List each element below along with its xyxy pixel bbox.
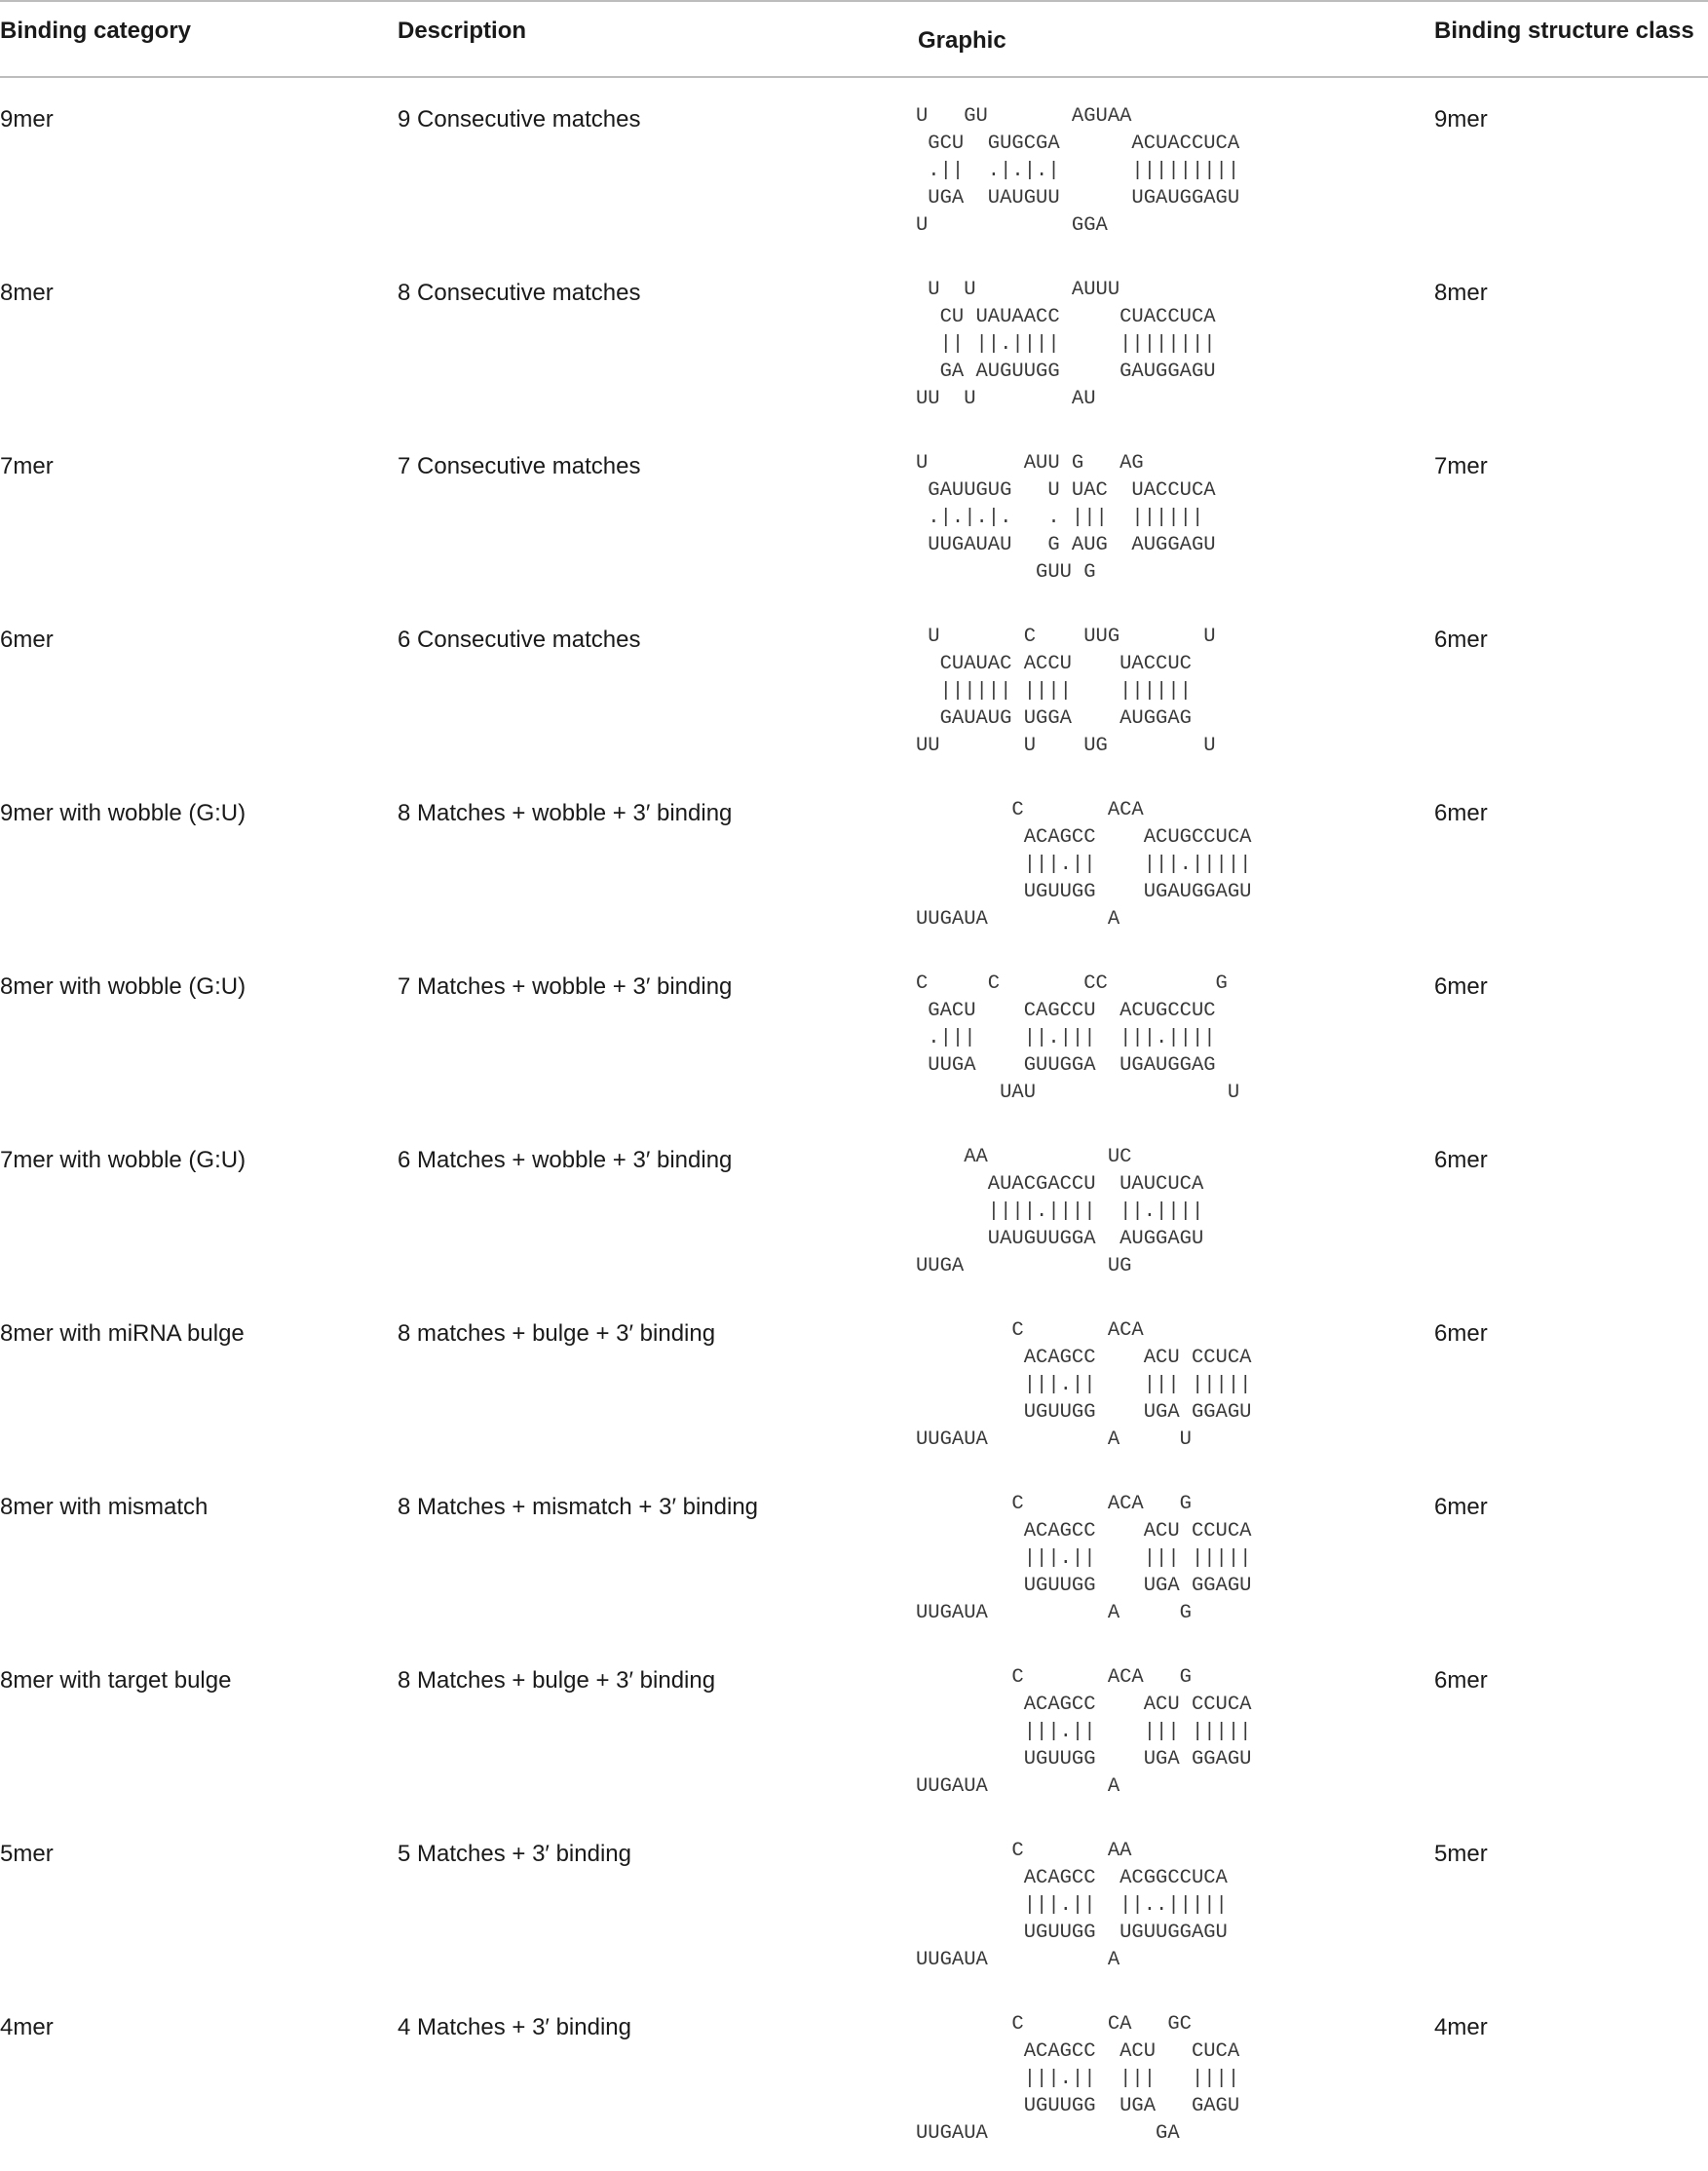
binding-category-cell: 6mer: [0, 627, 54, 653]
binding-graphic: U GU AGUAA GCU GUGCGA ACUACCUCA .|| .|.|.| ||||||||| UGA UAUGUU UGAUGGAGU U GGA: [916, 105, 1240, 237]
binding-category-cell: 4mer: [0, 2014, 54, 2040]
binding-category-cell: 5mer: [0, 1841, 54, 1867]
description-cell: 8 Matches + mismatch + 3′ binding: [398, 1494, 759, 1520]
binding-category-cell: 7mer with wobble (G:U): [0, 1147, 247, 1173]
binding-graphic: U AUU G AG GAUUGUG U UAC UACCUCA .|.|.|. . ||| |||||| UUGAUAU G AUG AUGGAGU GUU G: [916, 452, 1216, 584]
description-cell: 8 Matches + wobble + 3′ binding: [398, 800, 733, 826]
binding-structure-class-cell: 7mer: [1434, 453, 1488, 479]
header-graphic: Graphic: [918, 27, 1006, 54]
binding-graphic: U C UUG U CUAUAC ACCU UACCUC |||||| |||| |||||| GAUAUG UGGA AUGGAG UU U UG U: [916, 626, 1216, 757]
description-cell: 8 Matches + bulge + 3′ binding: [398, 1667, 716, 1694]
binding-structure-class-cell: 5mer: [1434, 1841, 1488, 1867]
binding-category-cell: 9mer: [0, 106, 54, 133]
table-row: [0, 1304, 1708, 1477]
binding-graphic: AA UC AUACGACCU UAUCUCA ||||.|||| ||.|||| UAUGUUGGA AUGGAGU UUGA UG: [916, 1146, 1204, 1277]
description-cell: 6 Consecutive matches: [398, 627, 641, 653]
binding-structure-class-cell: 6mer: [1434, 1320, 1488, 1347]
table-row: [0, 263, 1708, 437]
table-row: [0, 1824, 1708, 1998]
binding-graphic: C ACA ACAGCC ACUGCCUCA |||.|| |||.||||| UGUUGG UGAUGGAGU UUGAUA A: [916, 799, 1252, 931]
binding-graphic: C ACA ACAGCC ACU CCUCA |||.|| ||| ||||| UGUUGG UGA GGAGU UUGAUA A U: [916, 1319, 1252, 1451]
description-cell: 4 Matches + 3′ binding: [398, 2014, 631, 2040]
description-cell: 7 Matches + wobble + 3′ binding: [398, 973, 733, 1000]
table-row: [0, 610, 1708, 783]
table-top-rule: [0, 0, 1708, 2]
table-row: [0, 1130, 1708, 1304]
binding-structure-class-cell: 6mer: [1434, 1494, 1488, 1520]
table-header-rule: [0, 76, 1708, 78]
table-row: [0, 1651, 1708, 1824]
description-cell: 8 Consecutive matches: [398, 280, 641, 306]
table-row: [0, 957, 1708, 1130]
table-row: [0, 1477, 1708, 1651]
binding-category-cell: 8mer with mismatch: [0, 1494, 209, 1520]
binding-category-cell: 8mer with miRNA bulge: [0, 1320, 245, 1347]
binding-category-cell: 8mer with target bulge: [0, 1667, 232, 1694]
table-row: [0, 783, 1708, 957]
binding-graphic: U U AUUU CU UAUAACC CUACCUCA || ||.|||| |||||||| GA AUGUUGG GAUGGAGU UU U AU: [916, 279, 1216, 410]
binding-category-cell: 8mer with wobble (G:U): [0, 973, 247, 1000]
binding-graphic: C ACA G ACAGCC ACU CCUCA |||.|| ||| ||||| UGUUGG UGA GGAGU UUGAUA A G: [916, 1493, 1252, 1624]
table-row: [0, 437, 1708, 610]
binding-structure-class-cell: 8mer: [1434, 280, 1488, 306]
binding-structure-class-cell: 6mer: [1434, 1667, 1488, 1694]
binding-graphic: C ACA G ACAGCC ACU CCUCA |||.|| ||| ||||| UGUUGG UGA GGAGU UUGAUA A: [916, 1666, 1252, 1798]
binding-category-cell: 7mer: [0, 453, 54, 479]
description-cell: 9 Consecutive matches: [398, 106, 641, 133]
table-row: [0, 90, 1708, 263]
binding-structure-class-cell: 6mer: [1434, 973, 1488, 1000]
binding-category-cell: 8mer: [0, 280, 54, 306]
description-cell: 6 Matches + wobble + 3′ binding: [398, 1147, 733, 1173]
binding-graphic: C CA GC ACAGCC ACU CUCA |||.|| ||| |||| UGUUGG UGA GAGU UUGAUA GA: [916, 2013, 1240, 2145]
binding-graphic: C AA ACAGCC ACGGCCUCA |||.|| ||..||||| UGUUGG UGUUGGAGU UUGAUA A: [916, 1840, 1228, 1971]
description-cell: 8 matches + bulge + 3′ binding: [398, 1320, 716, 1347]
binding-structure-class-cell: 9mer: [1434, 106, 1488, 133]
binding-structure-class-cell: 6mer: [1434, 1147, 1488, 1173]
header-binding-category: Binding category: [0, 18, 192, 44]
header-description: Description: [398, 18, 527, 44]
binding-category-cell: 9mer with wobble (G:U): [0, 800, 247, 826]
binding-graphic: C C CC G GACU CAGCCU ACUGCCUC .||| ||.||| |||.|||| UUGA GUUGGA UGAUGGAG UAU U: [916, 972, 1240, 1104]
table-row: [0, 1998, 1708, 2171]
binding-structure-class-cell: 6mer: [1434, 800, 1488, 826]
header-binding-structure-class: Binding structure class: [1434, 18, 1694, 44]
description-cell: 5 Matches + 3′ binding: [398, 1841, 631, 1867]
binding-structure-class-cell: 4mer: [1434, 2014, 1488, 2040]
binding-structure-class-cell: 6mer: [1434, 627, 1488, 653]
description-cell: 7 Consecutive matches: [398, 453, 641, 479]
